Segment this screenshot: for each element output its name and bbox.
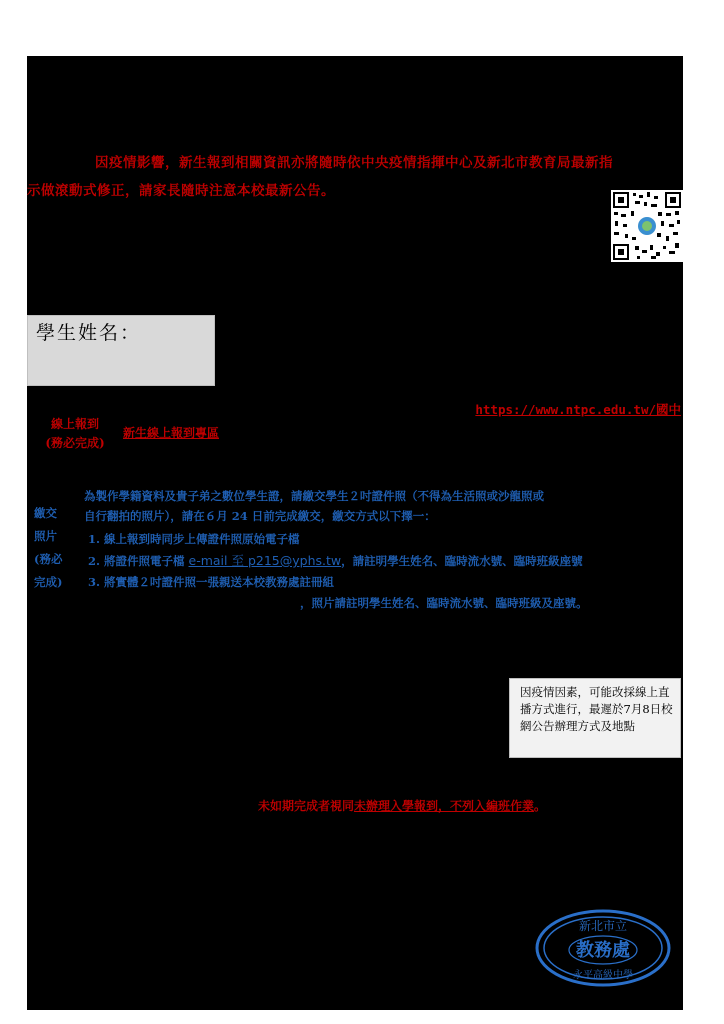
- online-registration-label-line-1: 線上報到: [50, 417, 99, 431]
- photo-label-line: 完成): [34, 575, 63, 589]
- registration-url[interactable]: https://www.ntpc.edu.tw/國中: [475, 402, 681, 417]
- photo-label-line: (務必: [34, 552, 63, 566]
- photo-submission-label: [34, 502, 74, 594]
- seal-top-text: 新北市立: [578, 919, 628, 933]
- qr-code[interactable]: [611, 190, 683, 262]
- deadline-text: 未如期完成者視同: [258, 799, 355, 813]
- online-registration-label-line-2: (務必完成): [45, 436, 105, 450]
- qr-code-graphic: [611, 190, 683, 262]
- covid-notice: [27, 149, 687, 205]
- step-item: 3. 將實體２吋證件照一張親送本校教務處註冊組: [88, 575, 335, 589]
- deadline-end: 。: [534, 799, 547, 813]
- seal-center-text: 教務處: [576, 940, 630, 961]
- deadline-consequence: 未辦理入學報到，不列入編班作業: [354, 799, 535, 813]
- photo-intro-line-1: 為製作學籍資料及貴子弟之數位學生證，請繳交學生２吋證件照（不得為生活照或沙龍照或: [84, 489, 544, 503]
- notice-line-2: 示做滾動式修正，請家長隨時注意本校最新公告。: [27, 183, 335, 199]
- photo-label-line: 繳交: [34, 506, 57, 520]
- online-registration-link[interactable]: 新生線上報到專區: [123, 426, 220, 440]
- photo-submission-steps: [88, 529, 688, 593]
- photo-submission-intro: [84, 486, 680, 526]
- deadline-warning: [258, 797, 546, 814]
- seal-stamp-icon: [534, 908, 672, 988]
- step-item: 1. 線上報到時同步上傳證件照原始電子檔: [88, 532, 300, 546]
- email-link[interactable]: e-mail 至 p215@yphs.tw: [188, 553, 342, 568]
- notice-line-1: 因疫情影響，新生報到相關資訊亦將隨時依中央疫情指揮中心及新北市教育局最新指: [95, 155, 613, 171]
- step-item: [88, 550, 688, 572]
- photo-labeling-note: ，照片請註明學生姓名、臨時流水號、臨時班級及座號。: [300, 596, 588, 610]
- student-name-label: 學生姓名：: [36, 322, 142, 344]
- photo-label-line: 照片: [34, 529, 57, 543]
- photo-intro-line-2: 自行翻拍的照片），請在６月 24 日前完成繳交，繳交方式以下擇一：: [84, 509, 436, 523]
- seal-bottom-text: 永平高級中學: [573, 970, 633, 981]
- livestream-notice-box: 因疫情因素，可能改採線上直播方式進行，最遲於7月8日校網公告辦理方式及地點: [509, 678, 681, 758]
- step-text: 2. 將證件照電子檔: [88, 554, 189, 568]
- office-seal: [534, 908, 672, 988]
- step-text: ，請註明學生姓名、臨時流水號、臨時班級座號: [341, 554, 583, 568]
- online-registration-label: [38, 415, 112, 453]
